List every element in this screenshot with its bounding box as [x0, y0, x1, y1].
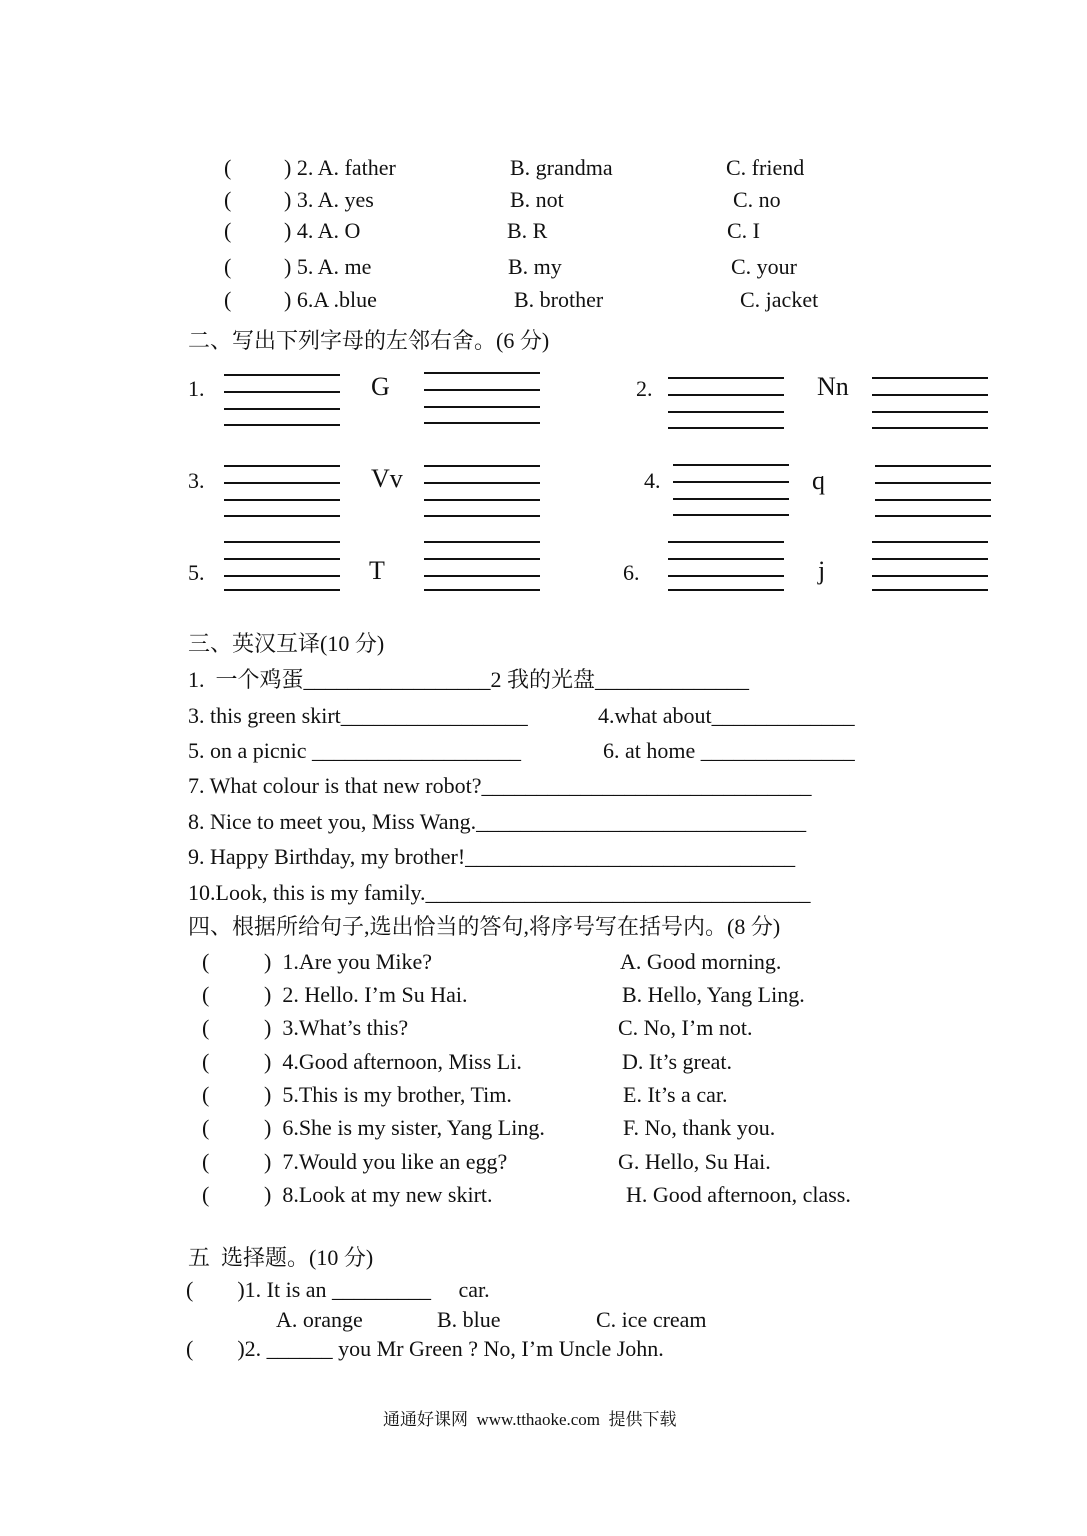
translation-line: 8. Nice to meet you, Miss Wang.______________________________	[188, 809, 807, 834]
footer-source: 通通好课网 www.tthaoke.com 提供下载	[383, 1410, 677, 1429]
option-b: B. my	[508, 254, 562, 279]
answer-bracket: (	[224, 254, 232, 279]
translation-line: 1. 一个鸡蛋_________________2 我的光盘______________	[188, 667, 750, 692]
left-answer-lines[interactable]	[224, 541, 340, 593]
given-letter: T	[369, 556, 385, 585]
option-c: C. friend	[726, 155, 805, 180]
answer-bracket: (	[202, 949, 210, 974]
right-answer-lines[interactable]	[875, 465, 991, 517]
section-2-title: 二、写出下列字母的左邻右舍。(6 分)	[188, 328, 550, 353]
answer-bracket: (	[202, 1182, 210, 1207]
option-c: C. I	[727, 218, 760, 243]
answer-bracket: (	[202, 1082, 210, 1107]
answer-bracket: (	[224, 155, 232, 180]
left-answer-lines[interactable]	[673, 464, 789, 516]
item-number: 5.	[188, 560, 205, 585]
right-answer-lines[interactable]	[424, 372, 540, 424]
given-letter: G	[371, 372, 390, 401]
choice-option: C. ice cream	[596, 1307, 707, 1332]
matching-answer: B. Hello, Yang Ling.	[622, 982, 805, 1007]
question-stem: ) 5. A. me	[284, 254, 372, 279]
question-stem: ) 2. A. father	[284, 155, 396, 180]
given-letter: q	[812, 466, 825, 495]
choice-option: B. blue	[437, 1307, 501, 1332]
answer-bracket: (	[224, 187, 232, 212]
right-answer-lines[interactable]	[424, 541, 540, 593]
option-c: C. jacket	[740, 287, 819, 312]
item-number: 1.	[188, 376, 205, 401]
section-5-title: 五 选择题。(10 分)	[188, 1245, 374, 1270]
matching-answer: D. It’s great.	[622, 1049, 732, 1074]
answer-bracket: (	[202, 1015, 210, 1040]
option-b: B. not	[510, 187, 564, 212]
given-letter: j	[818, 556, 826, 585]
right-answer-lines[interactable]	[424, 465, 540, 517]
matching-answer: C. No, I’m not.	[618, 1015, 753, 1040]
question-stem: ) 6.A .blue	[284, 287, 377, 312]
translation-line: 3. this green skirt_________________	[188, 703, 528, 728]
matching-question: ) 1.Are you Mike?	[264, 949, 433, 974]
option-b: B. grandma	[510, 155, 613, 180]
matching-answer: E. It’s a car.	[623, 1082, 728, 1107]
translation-line: 5. on a picnic ___________________	[188, 738, 522, 763]
item-number: 2.	[636, 376, 653, 401]
item-number: 4.	[644, 468, 661, 493]
right-answer-lines[interactable]	[872, 541, 988, 593]
option-b: B. R	[507, 218, 548, 243]
choice-option: A. orange	[276, 1307, 363, 1332]
section-4-title: 四、根据所给句子,选出恰当的答句,将序号写在括号内。(8 分)	[188, 914, 781, 939]
matching-question: ) 3.What’s this?	[264, 1015, 409, 1040]
option-c: C. no	[733, 187, 781, 212]
left-answer-lines[interactable]	[668, 541, 784, 593]
matching-question: ) 6.She is my sister, Yang Ling.	[264, 1115, 545, 1140]
question-stem: ) 4. A. O	[284, 218, 361, 243]
answer-bracket: (	[224, 218, 232, 243]
matching-answer: A. Good morning.	[620, 949, 782, 974]
matching-question: ) 4.Good afternoon, Miss Li.	[264, 1049, 522, 1074]
matching-answer: H. Good afternoon, class.	[626, 1182, 851, 1207]
section-3-title: 三、英汉互译(10 分)	[188, 631, 385, 656]
matching-answer: F. No, thank you.	[623, 1115, 776, 1140]
answer-bracket: (	[202, 982, 210, 1007]
matching-answer: G. Hello, Su Hai.	[618, 1149, 771, 1174]
answer-bracket: (	[202, 1149, 210, 1174]
item-number: 3.	[188, 468, 205, 493]
right-answer-lines[interactable]	[872, 377, 988, 429]
translation-line: 6. at home ______________	[603, 738, 855, 763]
matching-question: ) 5.This is my brother, Tim.	[264, 1082, 512, 1107]
given-letter: Nn	[817, 372, 849, 401]
option-c: C. your	[731, 254, 797, 279]
option-b: B. brother	[514, 287, 604, 312]
translation-line: 7. What colour is that new robot?______________________________	[188, 773, 812, 798]
matching-question: ) 2. Hello. I’m Su Hai.	[264, 982, 468, 1007]
translation-line: 10.Look, this is my family.___________________________________	[188, 880, 811, 905]
matching-question: ) 7.Would you like an egg?	[264, 1149, 508, 1174]
answer-bracket: (	[202, 1049, 210, 1074]
question-stem: ) 3. A. yes	[284, 187, 374, 212]
given-letter: Vv	[371, 464, 403, 493]
choice-question-1: ( )1. It is an _________ car.	[186, 1277, 490, 1302]
left-answer-lines[interactable]	[224, 465, 340, 517]
translation-line: 9. Happy Birthday, my brother!______________________________	[188, 844, 796, 869]
item-number: 6.	[623, 560, 640, 585]
left-answer-lines[interactable]	[224, 374, 340, 426]
answer-bracket: (	[224, 287, 232, 312]
left-answer-lines[interactable]	[668, 377, 784, 429]
translation-line: 4.what about_____________	[598, 703, 855, 728]
answer-bracket: (	[202, 1115, 210, 1140]
matching-question: ) 8.Look at my new skirt.	[264, 1182, 493, 1207]
choice-question-2: ( )2. ______ you Mr Green ? No, I’m Uncle John.	[186, 1336, 664, 1361]
